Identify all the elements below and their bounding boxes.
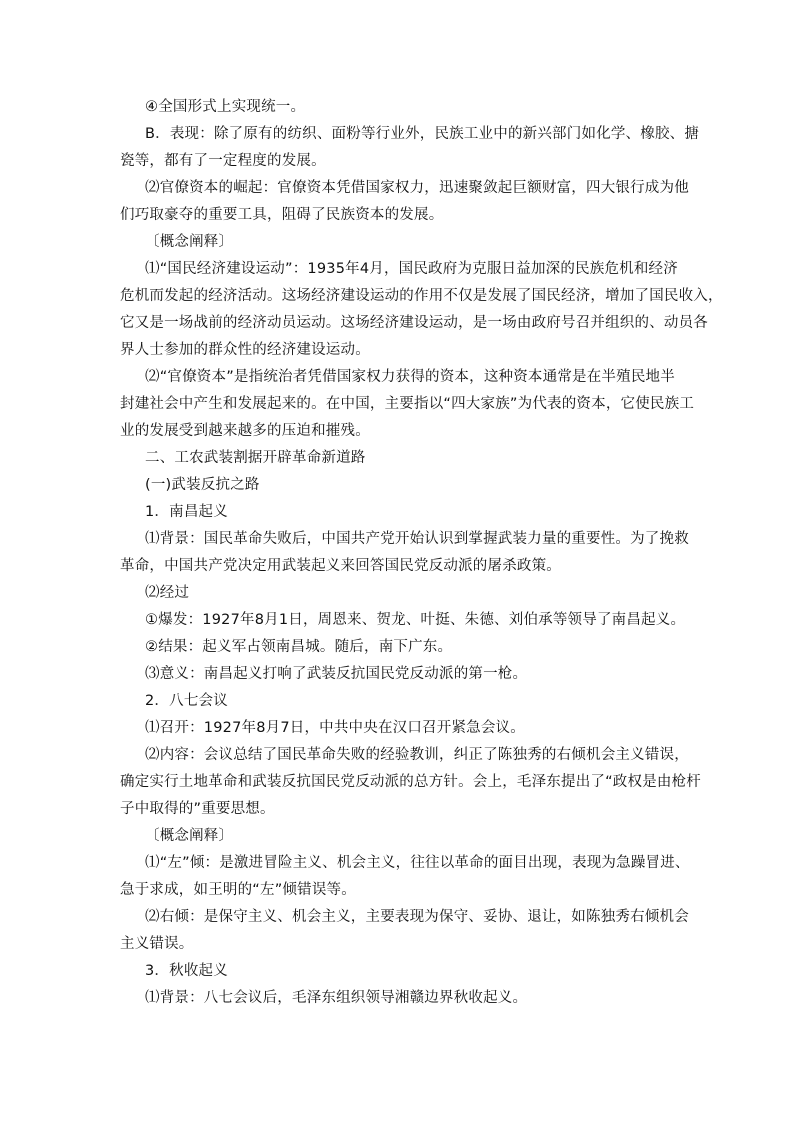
text-line: 们巧取豪夺的重要工具，阻碍了民族资本的发展。	[120, 207, 444, 223]
text-line: ⑴“国民经济建设运动”：1935年4月，国民政府为克服日益加深的民族危机和经济	[145, 261, 678, 277]
text-line: ⑵“官僚资本”是指统治者凭借国家权力获得的资本，这种资本通常是在半殖民地半	[145, 369, 675, 385]
text-line: 业的发展受到越来越多的压迫和摧残。	[120, 423, 370, 439]
text-line: ④全国形式上实现统一。	[145, 99, 306, 115]
text-line: ⑵内容：会议总结了国民革命失败的经验教训，纠正了陈独秀的右倾机会主义错误，	[145, 747, 689, 763]
text-line: 封建社会中产生和发展起来的。在中国，主要指以“四大家族”为代表的资本，它使民族工	[120, 396, 695, 412]
topic-heading: 1．南昌起义	[145, 504, 228, 520]
text-line: ⑵官僚资本的崛起：官僚资本凭借国家权力，迅速聚敛起巨额财富，四大银行成为他	[145, 180, 689, 196]
concept-heading: 〔概念阐释〕	[145, 828, 234, 844]
text-line: ⑶意义：南昌起义打响了武装反抗国民党反动派的第一枪。	[145, 666, 528, 682]
text-line: 它又是一场战前的经济动员运动。这场经济建设运动，是一场由政府号召并组织的、动员各	[120, 315, 708, 331]
text-line: B．表现：除了原有的纺织、面粉等行业外，民族工业中的新兴部门如化学、橡胶、搪	[145, 126, 700, 142]
topic-heading: 3．秋收起义	[145, 963, 228, 979]
text-line: 革命，中国共产党决定用武装起义来回答国民党反动派的屠杀政策。	[120, 558, 561, 574]
text-line: 瓷等，都有了一定程度的发展。	[120, 153, 326, 169]
text-line: ⑴背景：国民革命失败后，中国共产党开始认识到掌握武装力量的重要性。为了挽救	[145, 531, 689, 547]
text-line: ⑴背景：八七会议后，毛泽东组织领导湘赣边界秋收起义。	[145, 990, 528, 1006]
text-line: ②结果：起义军占领南昌城。随后，南下广东。	[145, 639, 453, 655]
text-line: 急于求成，如王明的“左”倾错误等。	[120, 882, 356, 898]
topic-heading: 2．八七会议	[145, 693, 228, 709]
text-line: 界人士参加的群众性的经济建设运动。	[120, 342, 370, 358]
section-heading: 二、工农武装割据开辟革命新道路	[145, 450, 366, 466]
text-line: ①爆发：1927年8月1日，周恩来、贺龙、叶挺、朱德、刘伯承等领导了南昌起义。	[145, 612, 686, 628]
text-line: 确定实行土地革命和武装反抗国民党反动派的总方针。会上，毛泽东提出了“政权是由枪杆	[120, 774, 702, 790]
text-line: 子中取得的”重要思想。	[120, 801, 275, 817]
text-line: 主义错误。	[120, 936, 194, 952]
text-line: ⑴召开：1927年8月7日，中共中央在汉口召开紧急会议。	[145, 720, 525, 736]
text-line: ⑴“左”倾：是激进冒险主义、机会主义，往往以革命的面目出现，表现为急躁冒进、	[145, 855, 690, 871]
concept-heading: 〔概念阐释〕	[145, 234, 234, 250]
text-line: ⑵右倾：是保守主义、机会主义，主要表现为保守、妥协、退让，如陈独秀右倾机会	[145, 909, 689, 925]
text-line: ⑵经过	[145, 585, 190, 601]
text-line: 危机而发起的经济活动。这场经济建设运动的作用不仅是发展了国民经济，增加了国民收入，	[120, 288, 723, 304]
subsection-heading: (一)武装反抗之路	[145, 477, 260, 493]
